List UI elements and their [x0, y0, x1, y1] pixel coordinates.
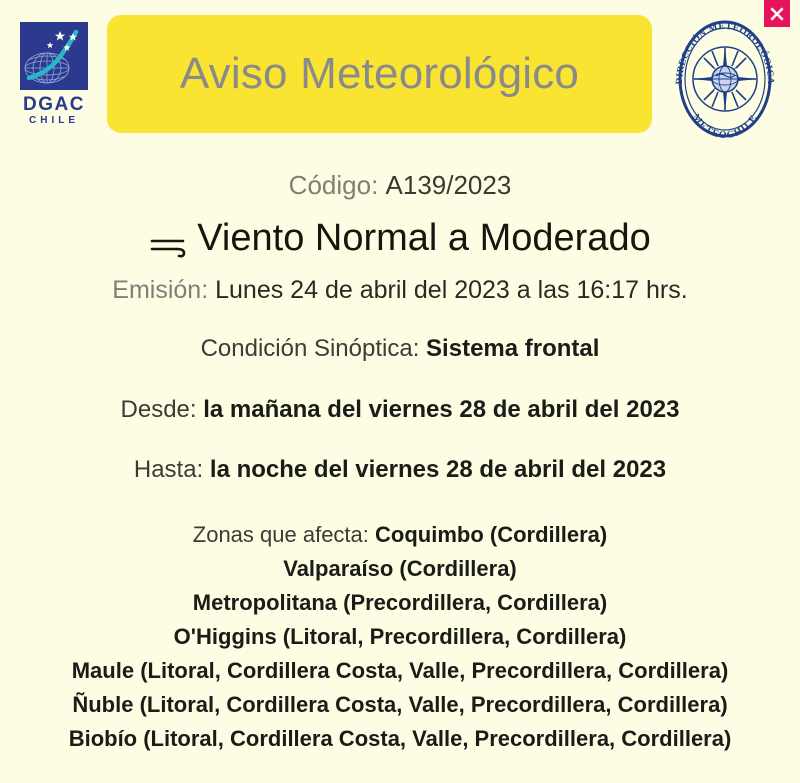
desde-label: Desde: — [120, 396, 197, 423]
condicion-value: Sistema frontal — [426, 335, 600, 362]
zona-item: O'Higgins (Litoral, Precordillera, Cordillera) — [173, 624, 627, 649]
zonas-afectadas-block — [8, 518, 792, 756]
meteochile-ring-bottom-text: METEOCHILE — [689, 112, 761, 140]
zona-item: Biobío (Litoral, Cordillera Costa, Valle, Precordillera, Cordillera) — [68, 726, 732, 751]
zona-item: Coquimbo (Cordillera) — [375, 522, 608, 547]
dgac-logo-text-line1: DGAC — [23, 94, 85, 115]
header — [0, 0, 800, 148]
emision-line — [8, 276, 792, 305]
desde-value: la mañana del viernes 28 de abril del 2023 — [203, 396, 680, 423]
hasta-line — [8, 456, 792, 484]
codigo-value: A139/2023 — [385, 170, 512, 200]
emision-label: Emisión: — [112, 276, 209, 304]
meteochile-ring-top-text: DIRECCIÓN METEOROLÓGICA — [674, 21, 776, 85]
codigo-line — [8, 170, 792, 201]
dgac-logo — [16, 22, 96, 127]
zona-item: Metropolitana (Precordillera, Cordillera) — [192, 590, 608, 615]
zona-item: Valparaíso (Cordillera) — [283, 556, 517, 581]
zonas-label: Zonas que afecta: — [192, 522, 369, 547]
alert-body — [0, 170, 800, 756]
condicion-label: Condición Sinóptica: — [200, 335, 420, 362]
dgac-logo-text-line2: CHILE — [29, 115, 79, 126]
phenomenon-line — [8, 217, 792, 260]
hasta-value: la noche del viernes 28 de abril del 2023 — [209, 456, 667, 483]
desde-line — [8, 396, 792, 424]
zona-line-first — [8, 518, 792, 552]
codigo-label: Código: — [288, 170, 379, 200]
phenomenon-text: Viento Normal a Moderado — [197, 217, 651, 259]
emision-value: Lunes 24 de abril del 2023 a las 16:17 hrs. — [215, 276, 688, 304]
close-icon — [769, 6, 785, 22]
meteochile-logo — [664, 18, 786, 140]
alert-banner — [107, 15, 652, 133]
zona-item: Maule (Litoral, Cordillera Costa, Valle, Precordillera, Cordillera) — [71, 658, 729, 683]
hasta-label: Hasta: — [133, 456, 204, 483]
zona-item: Ñuble (Litoral, Cordillera Costa, Valle, Precordillera, Cordillera) — [72, 692, 728, 717]
wind-icon — [149, 227, 197, 257]
condicion-sinoptica-line — [8, 335, 792, 363]
close-button[interactable] — [764, 0, 790, 27]
page-title: Aviso Meteorológico — [179, 49, 580, 98]
